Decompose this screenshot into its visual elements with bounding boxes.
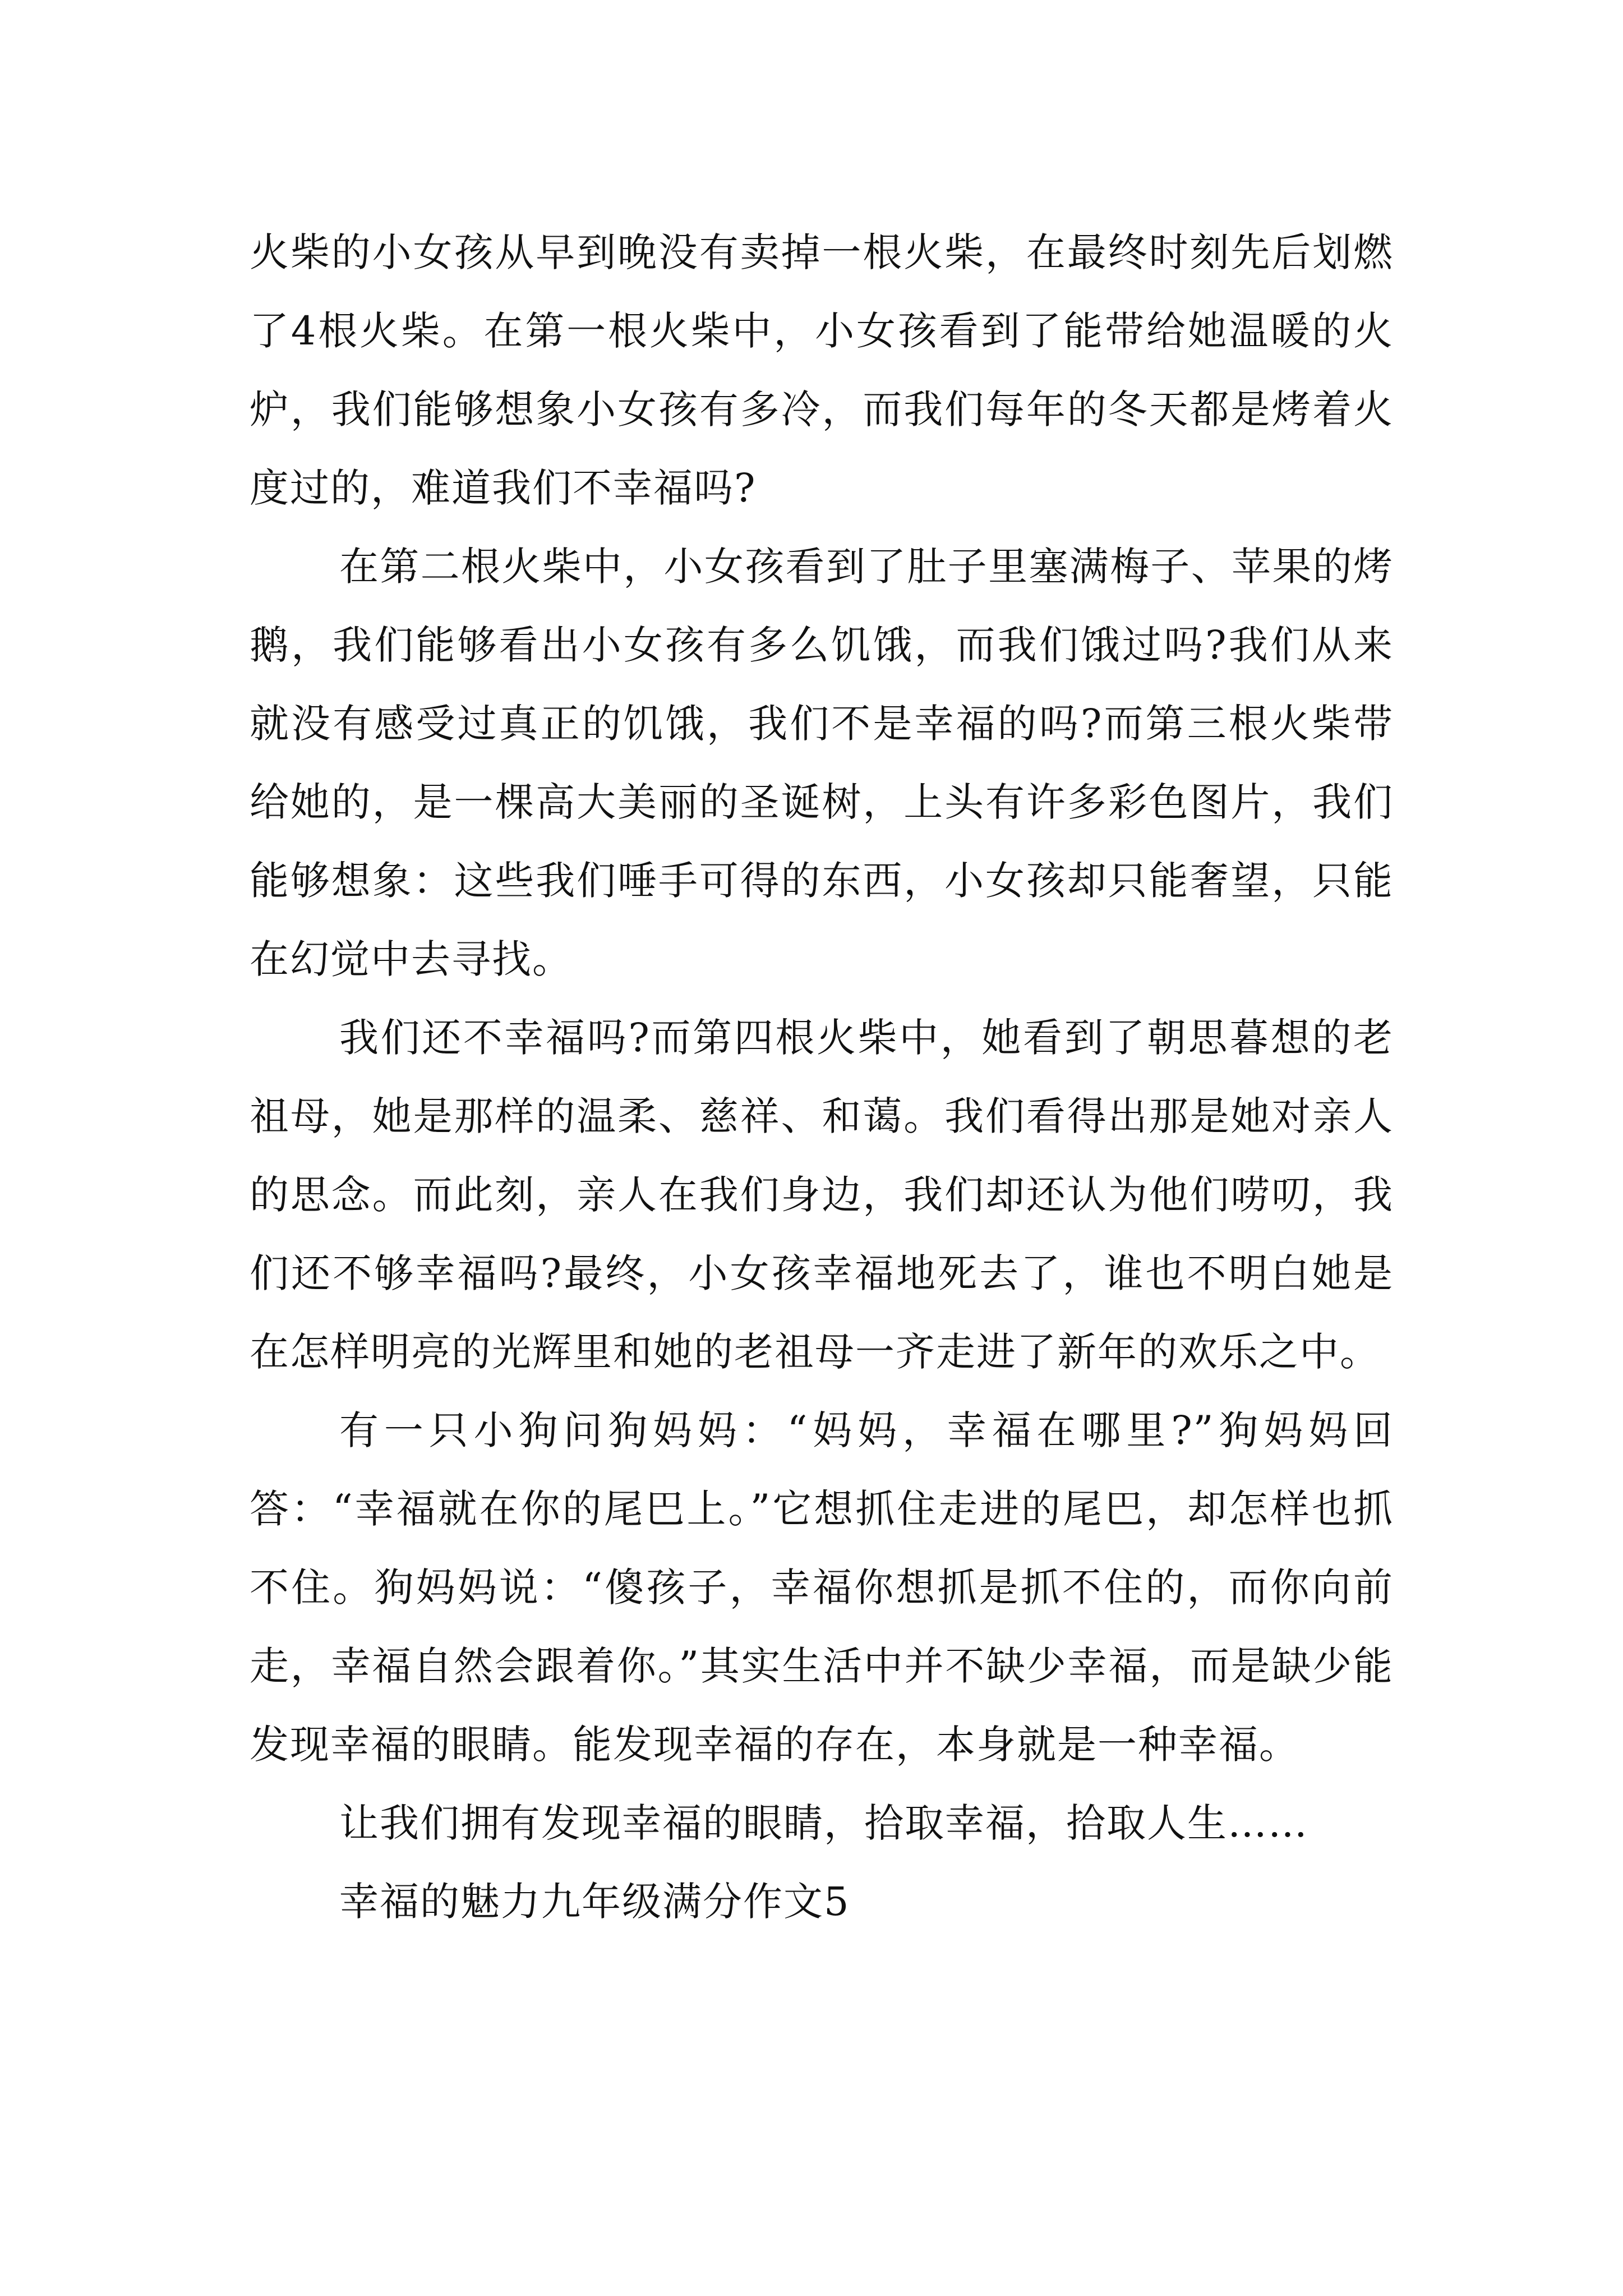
essay-body — [250, 213, 1394, 1941]
paragraph-1: 火柴的小女孩从早到晚没有卖掉一根火柴，在最终时刻先后划燃了4根火柴。在第一根火柴中，小女孩看到了能带给她温暖的火炉，我们能够想象小女孩有多冷，而我们每年的冬天都是烤着火度过的，难道我们不幸福吗? — [250, 229, 1394, 511]
paragraph-2: 在第二根火柴中，小女孩看到了肚子里塞满梅子、苹果的烤鹅，我们能够看出小女孩有多么饥饿，而我们饿过吗?我们从来就没有感受过真正的饥饿，我们不是幸福的吗?而第三根火柴带给她的，是一棵高大美丽的圣诞树，上头有许多彩色图片，我们能够想象：这些我们唾手可得的东西，小女孩却只能奢望，只能在幻觉中去寻找。 — [250, 544, 1394, 982]
paragraph-5: 让我们拥有发现幸福的眼睛，拾取幸福，拾取人生…… — [339, 1800, 1308, 1846]
paragraph-4: 有一只小狗问狗妈妈：“妈妈，幸福在哪里?”狗妈妈回答：“幸福就在你的尾巴上。”它想抓住走进的尾巴，却怎样也抓不住。狗妈妈说：“傻孩子，幸福你想抓是抓不住的，而你向前走，幸福自然会跟着你。”其实生活中并不缺少幸福，而是缺少能发现幸福的眼睛。能发现幸福的存在，本身就是一种幸福。 — [250, 1407, 1394, 1768]
paragraph-3: 我们还不幸福吗?而第四根火柴中，她看到了朝思暮想的老祖母，她是那样的温柔、慈祥、和蔼。我们看得出那是她对亲人的思念。而此刻，亲人在我们身边，我们却还认为他们唠叨，我们还不够幸福吗?最终，小女孩幸福地死去了，谁也不明白她是在怎样明亮的光辉里和她的老祖母一齐走进了新年的欢乐之中。 — [250, 1015, 1394, 1375]
next-essay-title: 幸福的魅力九年级满分作文5 — [339, 1879, 850, 1925]
